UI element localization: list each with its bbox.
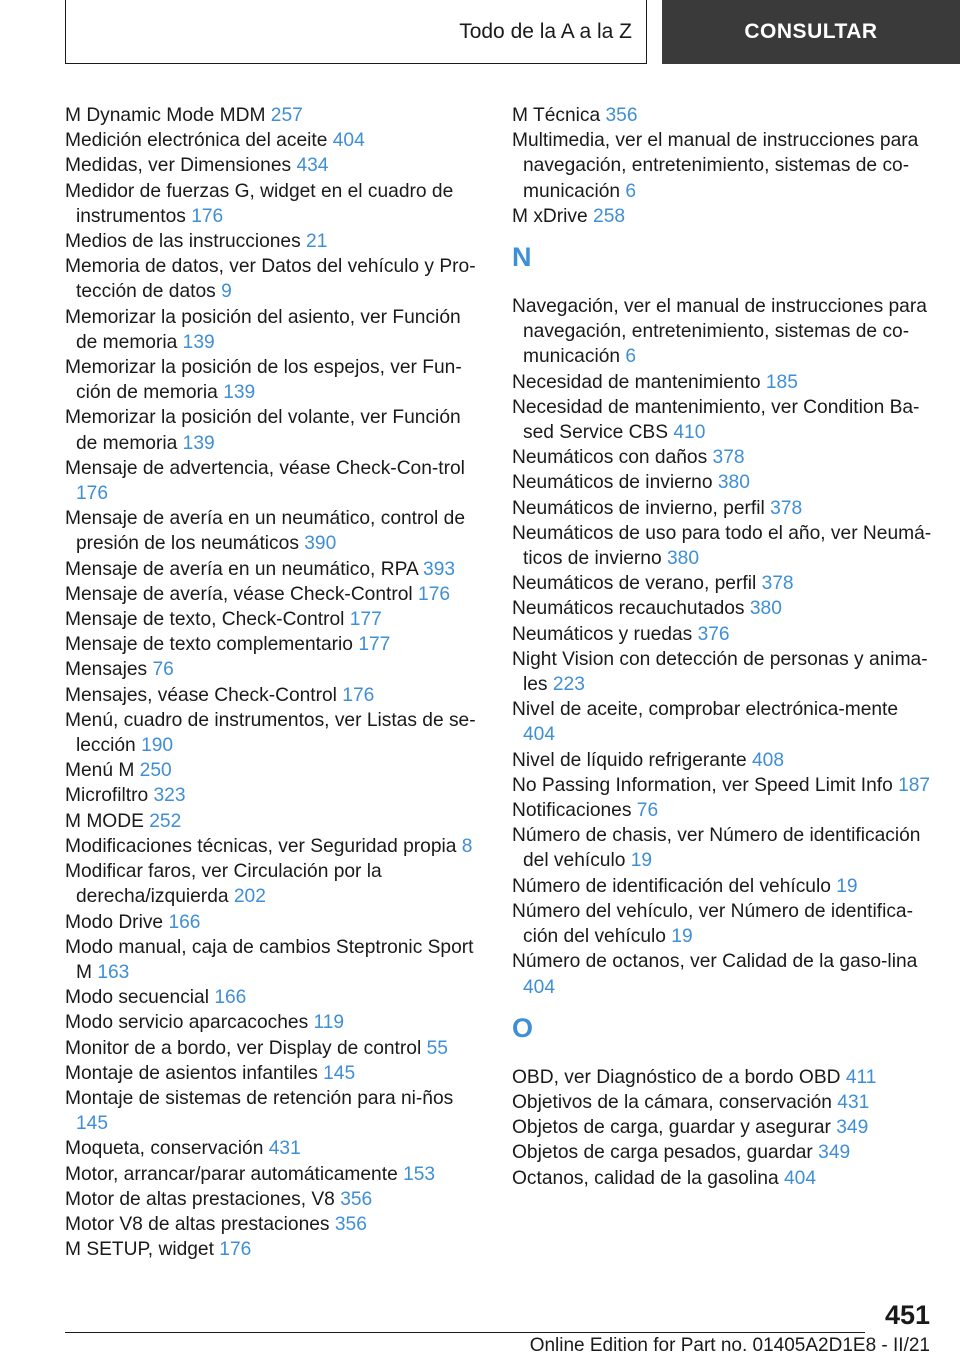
consultar-tab-label: CONSULTAR: [744, 20, 878, 43]
index-entry: [65, 632, 485, 657]
section-tab[interactable]: [65, 0, 647, 64]
index-term: Modo secuencial: [65, 987, 209, 1009]
page-link[interactable]: 323: [153, 785, 186, 807]
index-term: Modificaciones técnicas, ver Seguridad propia: [65, 835, 457, 857]
index-term: Memorizar la posición del volante, ver Función de memoria: [65, 407, 461, 454]
page-link[interactable]: 21: [306, 231, 328, 253]
index-term: Objetos de carga, guardar y asegurar: [512, 1117, 831, 1139]
index-entry: [65, 153, 485, 178]
index-term: Mensaje de advertencia, véase Check-Con-trol: [65, 457, 465, 479]
index-term: Neumáticos de invierno, perfil: [512, 497, 765, 519]
index-term: Octanos, calidad de la gasolina: [512, 1167, 779, 1189]
index-term: Mensaje de avería en un neumático, control de presión de los neumáticos: [65, 508, 465, 555]
index-entry: [512, 294, 932, 370]
page-link[interactable]: 185: [765, 371, 798, 393]
index-entry: [65, 557, 485, 582]
index-term: Neumáticos de uso para todo el año, ver Neumá-ticos de invierno: [512, 522, 932, 570]
index-term: OBD, ver Diagnóstico de a bordo OBD: [512, 1066, 841, 1088]
index-entry: [65, 683, 485, 708]
page-link[interactable]: 223: [552, 674, 585, 696]
index-term: Motor de altas prestaciones, V8: [65, 1188, 335, 1210]
index-entry: [65, 1136, 485, 1161]
index-term: M xDrive: [512, 205, 588, 227]
index-entry: [65, 758, 485, 783]
index-term: Menú, cuadro de instrumentos, ver Listas de se-lección: [65, 709, 476, 757]
page-link[interactable]: 145: [76, 1113, 109, 1135]
index-term: Montaje de sistemas de retención para ni-ños: [65, 1087, 454, 1109]
index-entry: [65, 506, 485, 556]
page-link[interactable]: 378: [712, 447, 745, 469]
index-term: Número de identificación del vehículo: [512, 875, 831, 897]
page-link[interactable]: 431: [837, 1091, 870, 1113]
section-tab-label: Todo de la A a la Z: [459, 19, 632, 43]
index-term: Navegación, ver el manual de instrucciones para navegación, entretenimiento, sistemas de co-municación: [512, 296, 927, 368]
index-term: Memoria de datos, ver Datos del vehículo y Pro-tección de datos: [65, 256, 476, 303]
index-entry: [65, 1036, 485, 1061]
page-link[interactable]: 139: [182, 331, 215, 353]
page-link[interactable]: 349: [818, 1142, 851, 1164]
index-entry: [512, 445, 932, 470]
page-link[interactable]: 376: [697, 623, 730, 645]
index-term: Nivel de líquido refrigerante: [512, 749, 747, 771]
index-term: Mensaje de avería, véase Check-Control: [65, 583, 413, 605]
index-list-m-continued: [512, 103, 932, 229]
index-term: Neumáticos y ruedas: [512, 623, 693, 645]
footer-divider: [65, 1332, 865, 1333]
page-link[interactable]: 177: [358, 634, 391, 656]
index-entry: [512, 395, 932, 445]
index-term: Mensajes, véase Check-Control: [65, 684, 337, 706]
letter-heading-o: O: [512, 1012, 534, 1043]
page-link[interactable]: 76: [636, 800, 659, 822]
index-entry: [512, 1166, 932, 1191]
index-entry: [65, 456, 485, 506]
page-link[interactable]: 176: [418, 583, 451, 605]
page-link[interactable]: 76: [152, 659, 174, 681]
page-link[interactable]: 119: [313, 1012, 345, 1034]
letter-heading-n: N: [512, 242, 532, 273]
index-term: Medición electrónica del aceite: [65, 130, 328, 152]
index-term: Modificar faros, ver Circulación por la derecha/izquierda: [65, 861, 382, 908]
index-entry: [512, 521, 932, 571]
page-link[interactable]: 404: [332, 130, 365, 152]
page-link[interactable]: 153: [403, 1163, 436, 1185]
index-entry: [65, 708, 485, 758]
page-link[interactable]: 19: [671, 926, 693, 948]
index-entry: [512, 496, 932, 521]
index-term: Número de octanos, ver Calidad de la gaso-lina: [512, 951, 918, 973]
page-link[interactable]: 139: [223, 382, 256, 404]
page-link[interactable]: 190: [141, 735, 174, 757]
page-link[interactable]: 408: [752, 749, 785, 771]
index-entry: [512, 470, 932, 495]
index-entry: [65, 254, 485, 304]
index-term: Motor, arrancar/parar automáticamente: [65, 1163, 398, 1185]
index-term: Número de chasis, ver Número de identificación del vehículo: [512, 825, 921, 872]
index-term: M SETUP, widget: [65, 1239, 214, 1261]
page-link[interactable]: 404: [784, 1167, 817, 1189]
index-entry: [65, 582, 485, 607]
page-link[interactable]: 6: [625, 346, 637, 368]
page-link[interactable]: 163: [97, 961, 130, 983]
index-term: Neumáticos de verano, perfil: [512, 573, 757, 595]
index-column-left: [65, 103, 485, 1262]
page-link[interactable]: 9: [221, 281, 232, 303]
index-entry: [65, 935, 485, 985]
page-link[interactable]: 349: [836, 1117, 869, 1139]
page-link[interactable]: 176: [219, 1239, 252, 1261]
index-entry: [65, 607, 485, 632]
index-entry: [512, 1115, 932, 1140]
index-entry: [512, 1090, 932, 1115]
index-term: M MODE: [65, 810, 144, 832]
index-term: No Passing Information, ver Speed Limit Info: [512, 774, 893, 796]
index-entry: [65, 405, 485, 455]
index-term: Necesidad de mantenimiento, ver Condition Ba-sed Service CBS: [512, 396, 920, 444]
index-term: Objetos de carga pesados, guardar: [512, 1142, 813, 1164]
page-link[interactable]: 404: [523, 976, 556, 998]
index-entry: [512, 773, 932, 798]
page-link[interactable]: 258: [593, 205, 626, 227]
page-link[interactable]: 431: [268, 1138, 301, 1160]
page-link[interactable]: 380: [667, 548, 700, 570]
index-entry: [512, 571, 932, 596]
index-term: Night Vision con detección de personas y anima-les: [512, 648, 928, 696]
page-link[interactable]: 390: [304, 533, 337, 555]
page-link[interactable]: 356: [334, 1213, 367, 1235]
page-link[interactable]: 176: [191, 205, 224, 227]
index-entry: [65, 179, 485, 229]
page-link[interactable]: 380: [717, 472, 750, 494]
page-link[interactable]: 8: [461, 835, 473, 857]
index-term: Mensaje de texto complementario: [65, 634, 353, 656]
index-term: Neumáticos recauchutados: [512, 598, 745, 620]
index-term: Medios de las instrucciones: [65, 231, 301, 253]
page-link[interactable]: 410: [673, 422, 706, 444]
page-link[interactable]: 378: [761, 573, 794, 595]
index-entry: [65, 1061, 485, 1086]
index-entry: [65, 128, 485, 153]
index-term: Mensajes: [65, 659, 148, 681]
page-link[interactable]: 404: [523, 724, 556, 746]
index-entry: [512, 1140, 932, 1165]
index-term: Neumáticos con daños: [512, 447, 708, 469]
index-entry: [65, 355, 485, 405]
page-link[interactable]: 356: [605, 105, 638, 126]
index-term: Medidas, ver Dimensiones: [65, 155, 292, 177]
index-entry: [65, 103, 485, 128]
index-entry: [65, 1187, 485, 1212]
index-term: Número del vehículo, ver Número de identifica-ción del vehículo: [512, 900, 913, 948]
index-entry: [65, 229, 485, 254]
page-link[interactable]: 176: [76, 483, 109, 505]
index-entry: [65, 1212, 485, 1237]
index-entry: [512, 370, 932, 395]
page-link[interactable]: 19: [630, 850, 653, 872]
page-link[interactable]: 434: [296, 155, 329, 177]
footer-edition: Online Edition for Part no. 01405A2D1E8 - II/21: [529, 1335, 930, 1356]
index-term: Necesidad de mantenimiento: [512, 371, 761, 393]
page-link[interactable]: 19: [836, 875, 858, 897]
index-entry: [512, 748, 932, 773]
index-entry: [65, 834, 485, 859]
index-term: Modo Drive: [65, 911, 164, 933]
page-number: 451: [884, 1300, 930, 1330]
index-term: Menú M: [65, 760, 135, 782]
index-term: Multimedia, ver el manual de instrucciones para navegación, entretenimiento, sistemas de co-municación: [512, 130, 919, 202]
page-link[interactable]: 176: [342, 684, 375, 706]
index-term: Monitor de a bordo, ver Display de control: [65, 1037, 422, 1059]
index-entry: [512, 622, 932, 647]
page-link[interactable]: 250: [139, 760, 172, 782]
index-term: Mensaje de avería en un neumático, RPA: [65, 558, 418, 580]
page-link[interactable]: 257: [270, 105, 303, 126]
page-link[interactable]: 187: [898, 774, 931, 796]
index-entry: [65, 1086, 485, 1136]
page-link[interactable]: 177: [349, 609, 382, 631]
index-entry: [65, 1237, 485, 1262]
index-term: M Técnica: [512, 105, 601, 126]
index-list-n: [512, 294, 932, 1000]
index-entry: [512, 596, 932, 621]
page-link[interactable]: 252: [149, 810, 182, 832]
index-term: Mensaje de texto, Check-Control: [65, 609, 345, 631]
index-term: Modo manual, caja de cambios Steptronic Sport M: [65, 936, 474, 983]
index-entry: [65, 783, 485, 808]
page-link[interactable]: 139: [182, 432, 215, 454]
index-term: Medidor de fuerzas G, widget en el cuadro de instrumentos: [65, 180, 454, 227]
index-list-left: [65, 103, 485, 1262]
page-link[interactable]: 378: [770, 497, 803, 519]
page-link[interactable]: 380: [749, 598, 782, 620]
index-entry: [512, 798, 932, 823]
index-entry: [512, 874, 932, 899]
index-entry: [512, 204, 932, 229]
index-term: Montaje de asientos infantiles: [65, 1062, 318, 1084]
index-entry: [512, 128, 932, 204]
index-term: Moqueta, conservación: [65, 1138, 264, 1160]
index-entry: [512, 823, 932, 873]
page-link[interactable]: 411: [845, 1066, 877, 1088]
index-term: Microfiltro: [65, 785, 149, 807]
page-link[interactable]: 145: [323, 1062, 356, 1084]
consultar-tab[interactable]: [662, 0, 960, 64]
index-term: Nivel de aceite, comprobar electrónica-mente: [512, 699, 899, 721]
page-link[interactable]: 6: [625, 180, 637, 202]
index-term: Motor V8 de altas prestaciones: [65, 1213, 330, 1235]
page-link[interactable]: 393: [423, 558, 456, 580]
index-entry: [65, 910, 485, 935]
page-link[interactable]: 202: [233, 886, 266, 908]
page-link[interactable]: 55: [426, 1037, 448, 1059]
page-link[interactable]: 166: [214, 987, 247, 1009]
index-term: M Dynamic Mode MDM: [65, 105, 266, 126]
index-entry: [65, 1010, 485, 1035]
index-term: Modo servicio aparcacoches: [65, 1012, 309, 1034]
index-list-o: [512, 1065, 932, 1191]
index-column-right: [512, 103, 932, 1191]
index-term: Memorizar la posición del asiento, ver Función de memoria: [65, 306, 461, 353]
index-entry: [512, 103, 932, 128]
page-link[interactable]: 166: [168, 911, 201, 933]
index-entry: [65, 305, 485, 355]
index-entry: [512, 899, 932, 949]
index-entry: [512, 949, 932, 999]
page-link[interactable]: 356: [340, 1188, 373, 1210]
index-entry: [65, 657, 485, 682]
index-entry: [512, 1065, 932, 1090]
index-term: Neumáticos de invierno: [512, 472, 713, 494]
index-term: Objetivos de la cámara, conservación: [512, 1091, 832, 1113]
index-entry: [65, 1162, 485, 1187]
index-entry: [65, 985, 485, 1010]
index-term: Notificaciones: [512, 800, 632, 822]
index-term: Memorizar la posición de los espejos, ver Fun-ción de memoria: [65, 357, 462, 404]
index-entry: [65, 859, 485, 909]
index-entry: [512, 697, 932, 747]
index-entry: [65, 809, 485, 834]
index-entry: [512, 647, 932, 697]
